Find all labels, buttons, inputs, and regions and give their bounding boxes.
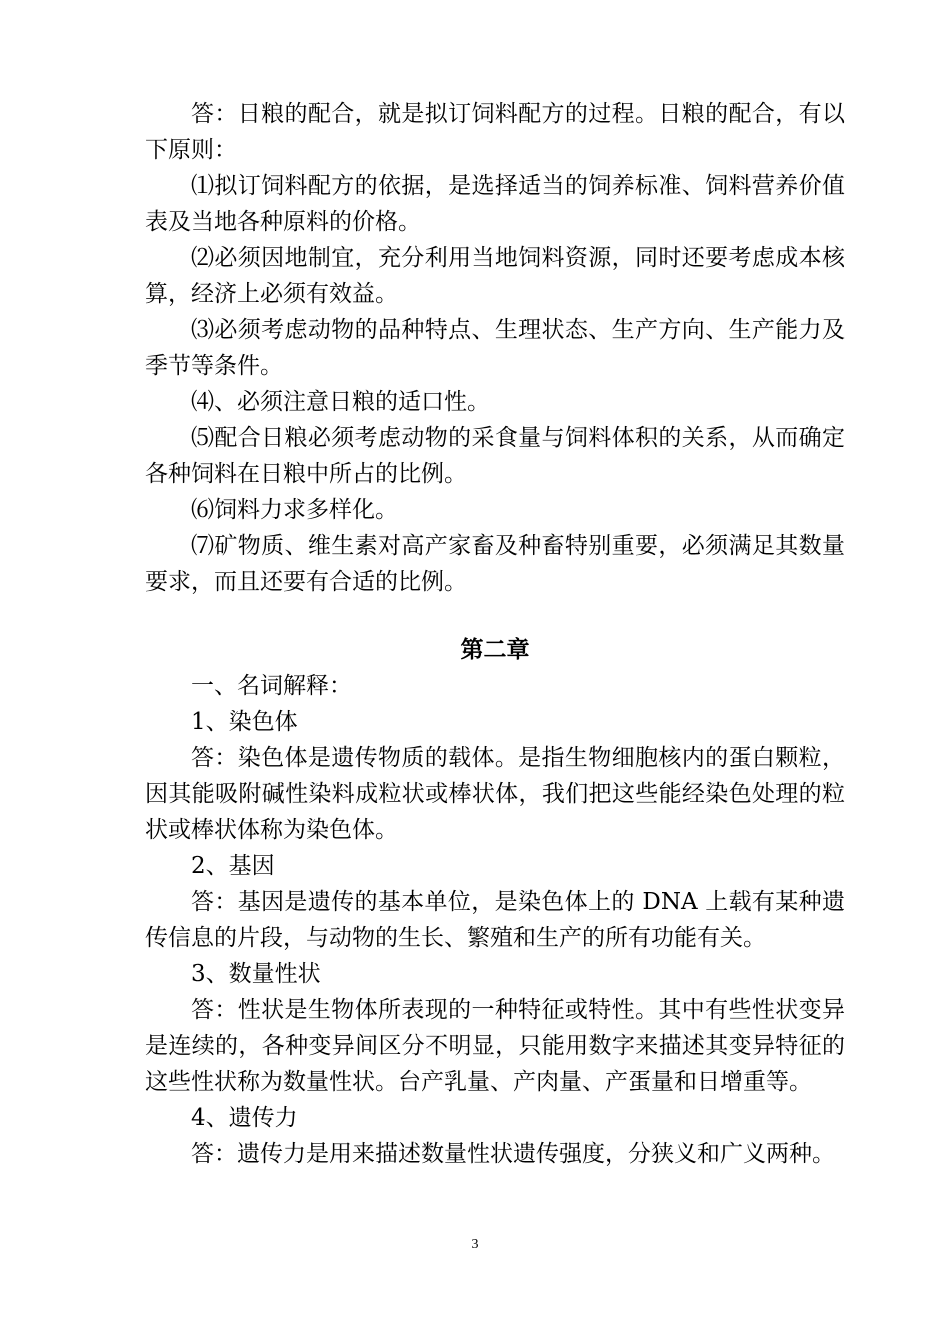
chapter-title: 第二章 <box>460 636 530 663</box>
answer-paragraph: 答：日粮的配合，就是拟订饲料配方的过程。日粮的配合，有以下原则： <box>145 101 845 163</box>
section-heading: 一、名词解释： <box>191 673 352 699</box>
principle-item-7: ⑺矿物质、维生素对高产家畜及种畜特别重要，必须满足其数量要求，而且还要有合适的比例。 <box>145 533 845 595</box>
principle-item-5: ⑸配合日粮必须考虑动物的采食量与饲料体积的关系，从而确定各种饲料在日粮中所占的比例。 <box>145 425 845 487</box>
page-content <box>145 96 845 1172</box>
definition-chromosome: 答：染色体是遗传物质的载体。是指生物细胞核内的蛋白颗粒，因其能吸附碱性染料成粒状或棒状体，我们把这些能经染色处理的粒状或棒状体称为染色体。 <box>145 745 845 843</box>
principle-item-3: ⑶必须考虑动物的品种特点、生理状态、生产方向、生产能力及季节等条件。 <box>145 317 845 379</box>
page-number: 3 <box>471 1237 479 1252</box>
definition-gene: 答：基因是遗传的基本单位，是染色体上的 DNA 上载有某种遗传信息的片段，与动物的生长、繁殖和生产的所有功能有关。 <box>145 889 845 951</box>
term-heritability: 4、遗传力 <box>191 1105 298 1131</box>
term-gene: 2、基因 <box>191 853 275 879</box>
principle-item-2: ⑵必须因地制宜，充分利用当地饲料资源，同时还要考虑成本核算，经济上必须有效益。 <box>145 245 845 307</box>
definition-heritability: 答：遗传力是用来描述数量性状遗传强度，分狭义和广义两种。 <box>191 1141 835 1167</box>
term-quantitative-trait: 3、数量性状 <box>191 961 321 987</box>
definition-quantitative-trait: 答：性状是生物体所表现的一种特征或特性。其中有些性状变异是连续的，各种变异间区分不明显，只能用数字来描述其变异特征的这些性状称为数量性状。台产乳量、产肉量、产蛋量和日增重等。 <box>145 997 845 1095</box>
principle-item-1: ⑴拟订饲料配方的依据，是选择适当的饲养标准、饲料营养价值表及当地各种原料的价格。 <box>145 173 845 235</box>
term-chromosome: 1、染色体 <box>191 709 298 735</box>
principle-item-4: ⑷、必须注意日粮的适口性。 <box>191 389 490 415</box>
principle-item-6: ⑹饲料力求多样化。 <box>191 497 398 523</box>
